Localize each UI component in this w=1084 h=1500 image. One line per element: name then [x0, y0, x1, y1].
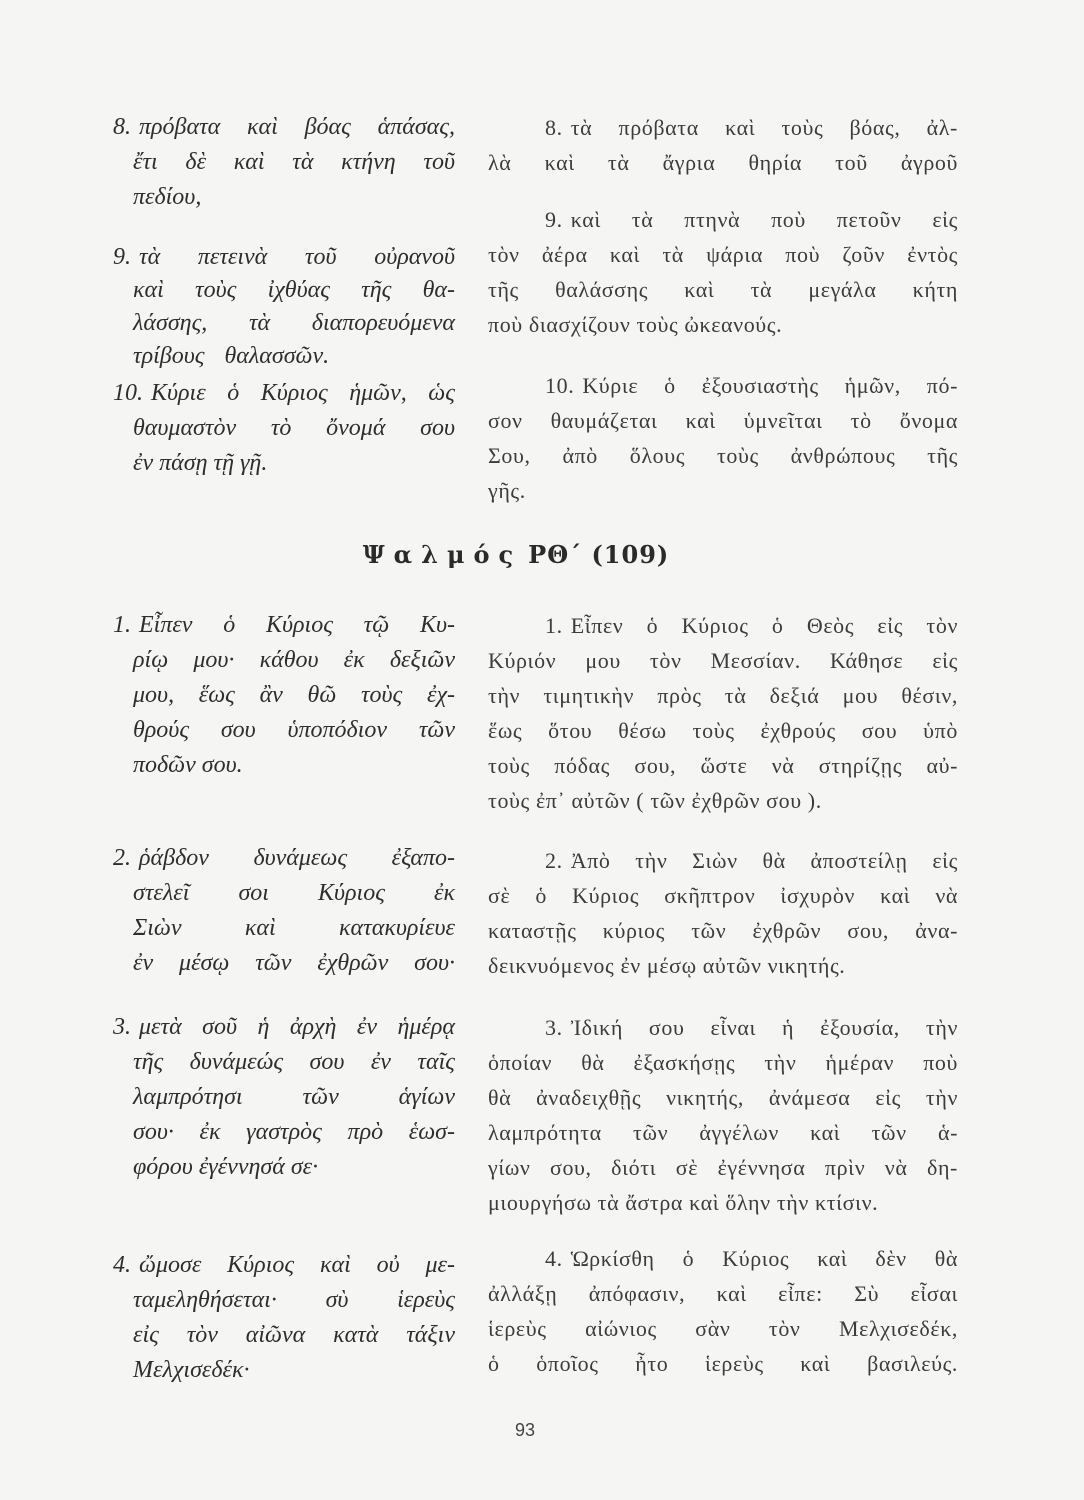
verse-8-modern [488, 110, 958, 180]
verse-number: 8. [545, 115, 563, 140]
psalm-heading [0, 539, 1032, 571]
verse-text: πρόβατα καὶ βόας ἁπάσας, [139, 114, 455, 140]
verse-line: λαμπρότητα τῶν ἀγγέλων καὶ τῶν ἁ- [488, 1120, 958, 1145]
verse-text: τὰ πετεινὰ τοῦ οὐρανοῦ [139, 244, 455, 270]
verse-line [113, 110, 455, 145]
verse-line: λάσσης, τὰ διαπορευόμενα [133, 310, 455, 336]
verse-line: ἐν μέσῳ τῶν ἐχθρῶν σου· [133, 950, 455, 976]
verse-line: ταμεληθήσεται· σὺ ἱερεὺς [133, 1287, 455, 1313]
verse-text: Ἰδική σου εἶναι ἡ ἐξουσία, τὴν [570, 1015, 958, 1040]
verse-line: ποὺ διασχίζουν τοὺς ὠκεανούς. [488, 312, 783, 337]
verse-line: ἀλλάξῃ ἀπόφασιν, καὶ εἶπε: Σὺ εἶσαι [488, 1281, 958, 1306]
verse-line: δεικνυόμενος ἐν μέσῳ αὐτῶν νικητής. [488, 953, 846, 978]
verse-line [488, 110, 958, 145]
verse-line: εἰς τὸν αἰῶνα κατὰ τάξιν [133, 1322, 455, 1348]
verse-line [113, 1010, 455, 1045]
verse-line: Μελχισεδέκ· [133, 1357, 250, 1383]
verse-line [113, 1248, 455, 1283]
verse-line [488, 368, 958, 403]
verse-line [488, 1010, 958, 1045]
verse-line: τρίβους θαλασσῶν. [133, 343, 330, 369]
page-number: 93 [514, 1420, 536, 1440]
verse-line: καταστῇς κύριος τῶν ἐχθρῶν σου, ἀνα- [488, 918, 958, 943]
verse-4-ancient [113, 1248, 455, 1388]
verse-line: τὸν ἀέρα καὶ τὰ ψάρια ποὺ ζοῦν ἐντὸς [488, 242, 958, 267]
verse-line: σὲ ὁ Κύριος σκῆπτρον ἰσχυρὸν καὶ νὰ [488, 883, 958, 908]
verse-number: 1. [545, 613, 563, 638]
verse-3-modern [488, 1010, 958, 1220]
verse-line: ἔτι δὲ καὶ τὰ κτήνη τοῦ [133, 149, 455, 175]
verse-line: ρίῳ μου· κάθου ἐκ δεξιῶν [133, 647, 455, 673]
verse-number: 9. [545, 207, 563, 232]
verse-number: 10. [545, 373, 575, 398]
verse-line [488, 202, 958, 237]
verse-10-modern [488, 368, 958, 508]
verse-2-modern [488, 843, 958, 983]
verse-line: σον θαυμάζεται καὶ ὑμνεῖται τὸ ὄνομα [488, 408, 958, 433]
verse-line: μιουργήσω τὰ ἄστρα καὶ ὅλην τὴν κτίσιν. [488, 1190, 879, 1215]
verse-line: ὁ ὁποῖος ἦτο ἱερεὺς καὶ βασιλεύς. [488, 1351, 958, 1376]
verse-text: Κύριε ὁ Κύριος ἡμῶν, ὡς [151, 380, 455, 406]
verse-line: ὁποίαν θὰ ἐξασκήσῃς τὴν ἡμέραν ποὺ [488, 1050, 958, 1075]
verse-line [113, 376, 455, 411]
verse-number: 8. [113, 114, 131, 140]
verse-text: Ἀπὸ τὴν Σιὼν θὰ ἀποστείλῃ εἰς [570, 848, 958, 873]
verse-text: τὰ πρόβατα καὶ τοὺς βόας, ἀλ- [570, 115, 958, 140]
verse-line: λαμπρότησι τῶν ἁγίων [133, 1084, 455, 1110]
verse-line: φόρου ἐγέννησά σε· [133, 1154, 319, 1180]
verse-line: ἱερεὺς αἰώνιος σὰν τὸν Μελχισεδέκ, [488, 1316, 958, 1341]
verse-line: γίων σου, διότι σὲ ἐγέννησα πρὶν νὰ δη- [488, 1155, 958, 1180]
verse-number: 10. [113, 380, 143, 406]
verse-line: ποδῶν σου. [133, 752, 243, 778]
verse-line: σου· ἐκ γαστρὸς πρὸ ἑωσ- [133, 1119, 455, 1145]
verse-number: 4. [113, 1252, 131, 1278]
verse-text: ῥάβδον δυνάμεως ἐξαπο- [139, 845, 455, 871]
verse-text: καὶ τὰ πτηνὰ ποὺ πετοῦν εἰς [570, 207, 958, 232]
verse-line: τῆς δυνάμεώς σου ἐν ταῖς [133, 1049, 455, 1075]
verse-number: 3. [113, 1014, 131, 1040]
verse-line: ἕως ὅτου θέσω τοὺς ἐχθρούς σου ὑπὸ [488, 718, 958, 743]
verse-number: 3. [545, 1015, 563, 1040]
verse-line: στελεῖ σοι Κύριος ἐκ [133, 880, 455, 906]
verse-number: 4. [545, 1246, 563, 1271]
verse-text: Κύριε ὁ ἐξουσιαστὴς ἡμῶν, πό- [582, 373, 958, 398]
verse-9-modern [488, 202, 958, 342]
verse-8-ancient [113, 110, 455, 215]
verse-line: Σου, ἀπὸ ὅλους τοὺς ἀνθρώπους τῆς [488, 443, 958, 468]
verse-line: Κύριόν μου τὸν Μεσσίαν. Κάθησε εἰς [488, 648, 958, 673]
psalm-heading-title: Ψαλμός [362, 540, 523, 569]
verse-line: καὶ τοὺς ἰχθύας τῆς θα- [133, 277, 455, 303]
verse-line: Σιὼν καὶ κατακυρίευε [133, 915, 455, 941]
verse-number: 2. [113, 845, 131, 871]
verse-number: 9. [113, 244, 131, 270]
verse-line [488, 1241, 958, 1276]
verse-line: τοὺς πόδας σου, ὥστε νὰ στηρίζῃς αὐ- [488, 753, 958, 778]
verse-line [113, 841, 455, 876]
verse-line: λὰ καὶ τὰ ἄγρια θηρία τοῦ ἀγροῦ [488, 150, 958, 175]
verse-text: μετὰ σοῦ ἡ ἀρχὴ ἐν ἡμέρᾳ [139, 1014, 455, 1040]
verse-1-ancient [113, 608, 455, 783]
verse-line: ἐν πάσῃ τῇ γῇ. [133, 450, 268, 476]
verse-line [488, 608, 958, 643]
verse-2-ancient [113, 841, 455, 981]
verse-line [488, 843, 958, 878]
verse-line: θὰ ἀναδειχθῇς νικητής, ἀνάμεσα εἰς τὴν [488, 1085, 958, 1110]
verse-line: μου, ἕως ἂν θῶ τοὺς ἐχ- [133, 682, 455, 708]
verse-line: πεδίου, [133, 184, 202, 210]
verse-text: Εἶπεν ὁ Κύριος τῷ Κυ- [139, 612, 455, 638]
verse-1-modern [488, 608, 958, 818]
verse-number: 1. [113, 612, 131, 638]
verse-line: θαυμαστὸν τὸ ὄνομά σου [133, 415, 455, 441]
verse-line [113, 608, 455, 643]
verse-line: τὴν τιμητικὴν πρὸς τὰ δεξιά μου θέσιν, [488, 683, 958, 708]
verse-line [113, 241, 455, 274]
psalm-heading-number: ΡΘ΄ (109) [528, 540, 670, 569]
verse-line: τοὺς ἐπ᾽ αὐτῶν ( τῶν ἐχθρῶν σου ). [488, 788, 822, 813]
verse-line: τῆς θαλάσσης καὶ τὰ μεγάλα κήτη [488, 277, 958, 302]
verse-text: ὤμοσε Κύριος καὶ οὐ με- [139, 1252, 455, 1278]
verse-3-ancient [113, 1010, 455, 1185]
verse-text: Εἶπεν ὁ Κύριος ὁ Θεὸς εἰς τὸν [570, 613, 958, 638]
verse-text: Ὡρκίσθη ὁ Κύριος καὶ δὲν θὰ [570, 1246, 958, 1271]
verse-line: θρούς σου ὑποπόδιον τῶν [133, 717, 455, 743]
verse-number: 2. [545, 848, 563, 873]
verse-9-ancient [113, 241, 455, 373]
verse-10-ancient [113, 376, 455, 481]
verse-line: γῆς. [488, 478, 526, 503]
verse-4-modern [488, 1241, 958, 1381]
